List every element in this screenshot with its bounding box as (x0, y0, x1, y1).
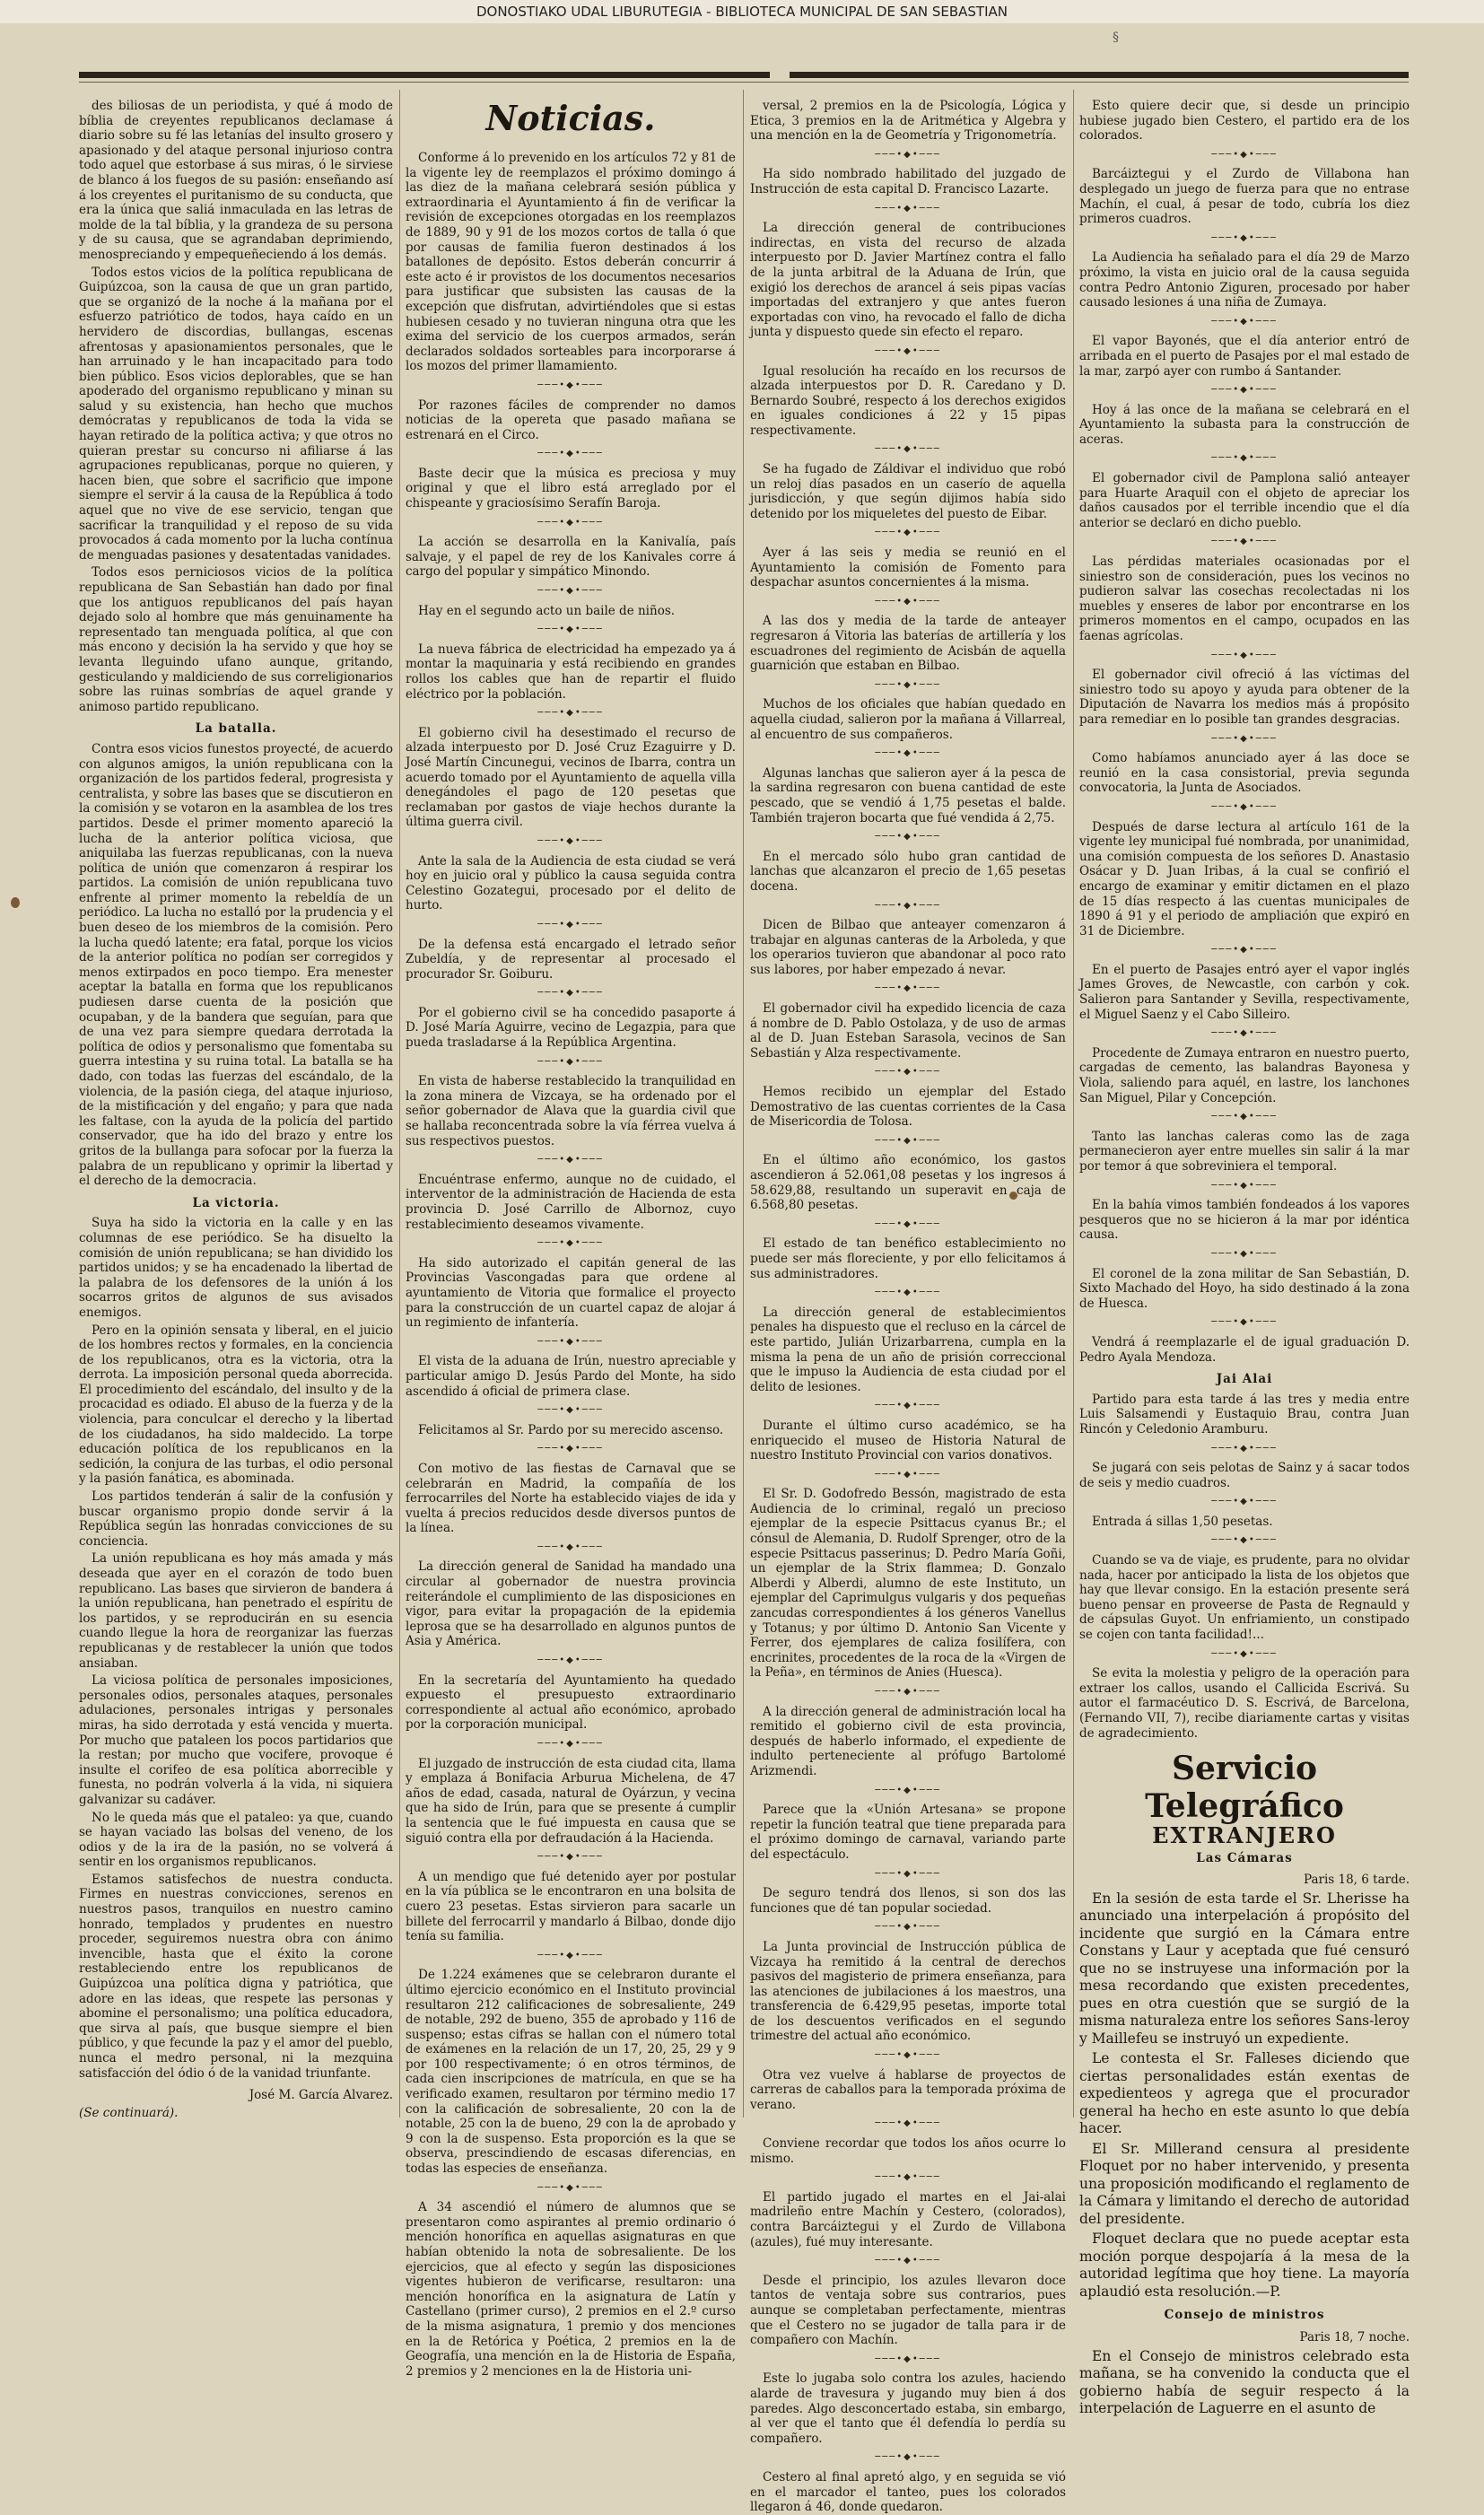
paragraph: Se ha fugado de Záldivar el individuo que robó un reloj días pasados en un caserío de aquella jurisdicción, y que según dijimos había sido detenido por los miqueletes del puesto de Eibar. (750, 462, 1066, 521)
ornament-divider: ───•◆•─── (875, 444, 941, 455)
paragraph: Todos estos vicios de la política republicana de Guipúzcoa, son la causa de que un gran partido, que se organizó de la noche á la mañana por el esfuerzo patriótico de todos, haya caído en un hervidero de discordias, bullangas, escenas afrentosas y apasionamientos personales, que le han arruinado y le han incapacitado para todo bien público. Esos vicios deplorables, que se han apoderado del organismo republicano y minan su salud y su existencia, han hecho que muchos demócratas y republicanos de toda la vida se hayan retirado de la política activa; y que otros no quieran prestar su concurso ni afiliarse á las agrupaciones republicanas, porque no quieren, y hacen bien, que sobre el sacrificio que impone siempre el servir á la causa de la República á todo aquel que no vive de ese servicio, tengan que sacrificar la tranquilidad y el reposo de su vida provocados á cada momento por la lucha contínua de menguadas pasiones y desatentadas vanidades. (79, 265, 393, 563)
paragraph: Algunas lanchas que salieron ayer á la pesca de la sardina regresaron con buena cantidad de este pescado, que se vendió á 1,75 pesetas el balde. También trajeron bocarta que fué vendida á 2,75. (750, 765, 1066, 825)
paragraph: De la defensa está encargado el letrado señor Zubeldía, y de representar al procesado el procurador Sr. Goiburu. (406, 937, 736, 982)
ornament-divider: ───•◆•─── (537, 1405, 604, 1416)
ornament-divider: ───•◆•─── (875, 1469, 941, 1480)
ornament-divider: ───•◆•─── (537, 1655, 604, 1666)
ornament-divider: ───•◆•─── (1211, 1180, 1278, 1191)
paragraph: La Audiencia ha señalado para el día 29 de Marzo próximo, la vista en juicio oral de la causa seguida contra Pedro Antonio Ziguren, procesado por haber causado lesiones á una niña de Zumaya. (1079, 250, 1410, 310)
top-rule-right (790, 72, 1409, 78)
ornament-divider: ───•◆•─── (875, 1288, 941, 1298)
paragraph: Entrada á sillas 1,50 pesetas. (1092, 1514, 1273, 1529)
foreign-heading: EXTRANJERO (1152, 1822, 1337, 1849)
paragraph: La dirección general de contribuciones indirectas, en vista del recurso de alzada interpuesto por D. Javier Martínez contra el fallo de la junta arbitral de la Aduana de Irún, que exigió los derechos de arancel á seis pipas vacías importadas del extranjero y que antes fueron exportadas con vino, ha revocado el fallo de dicha junta y dispuesto quede sin efecto el reparo. (750, 221, 1066, 340)
ornament-divider: ───•◆•─── (1211, 733, 1278, 744)
library-header: DONOSTIAKO UDAL LIBURUTEGIA - BIBLIOTECA MUNICIPAL DE SAN SEBASTIAN (0, 0, 1484, 23)
paragraph: Procedente de Zumaya entraron en nuestro puerto, cargadas de cemento, las balandras Bayonesa y Viola, saliendo para aquél, en lastre, los lanchones San Miguel, Pilar y Concepción. (1079, 1045, 1410, 1105)
section-heading: Jai Alai (1216, 1372, 1273, 1387)
ornament-divider: ───•◆•─── (875, 1135, 941, 1146)
column-3 (750, 99, 1066, 2515)
ornament-divider: ───•◆•─── (537, 1056, 604, 1067)
paragraph: La viciosa política de personales imposiciones, personales odios, personales ataques, personales adulaciones, personales intrigas y personales miras, ha sido derrotada y está vencida y muerta. Por mucho que pataleen los pocos partidarios que la restan; por mucho que vocifere, provoque é insulte el corifeo de esa política aborrecible y funesta, no podrán volverla á la vida, ni siquiera galvanizar su cadáver. (79, 1673, 393, 1807)
ornament-divider: ───•◆•─── (537, 835, 604, 846)
paragraph: Después de darse lectura al artículo 161 de la vigente ley municipal fué nombrada, por unanimidad, una comisión compuesta de los señores D. Anastasio Osácar y D. Juan Iribas, á la cual se confirió el encargo de examinar y emitir dictamen en el plazo de 15 días respecto á las cuentas municipales de 1890 á 91 y el periodo de ampliación que expiró en 31 de Diciembre. (1079, 819, 1410, 939)
paragraph: A un mendigo que fué detenido ayer por postular en la vía pública se le encontraron en una bolsita de cuero 23 pesetas. Estas sirvieron para sacarle un billete del ferrocarril y mandarlo á Bilbao, donde dijo tenía su familia. (406, 1869, 736, 1944)
ornament-divider: ───•◆•─── (875, 1868, 941, 1879)
ornament-divider: ───•◆•─── (875, 528, 941, 538)
paragraph: La unión republicana es hoy más amada y más deseada que ayer en el corazón de todo buen republicano. Las bases que sirvieron de bandera á la unión republicana, han penetrado el espíritu de los partidos, y se reproducirán en su esencia cuando llegue la hora de reorganizar las fuerzas republicanas y de restablecer la unión que todos ansiaban. (79, 1551, 393, 1671)
paragraph: Igual resolución ha recaído en los recursos de alzada interpuestos por D. R. Caredano y D. Bernardo Soubré, respecto á los derechos exigidos en iguales condiciones á 22 y 15 pipas respectivamente. (750, 363, 1066, 438)
ornament-divider: ───•◆•─── (537, 624, 604, 635)
paragraph: Se evita la molestia y peligro de la operación para extraer los callos, usando el Callicida Escrivá. Su autor el farmacéutico D. S. Escrivá, de Barcelona, (Fernando VII, 7), recibe diariamente cartas y visitas de agradecimiento. (1079, 1666, 1410, 1741)
paragraph: Las pérdidas materiales ocasionadas por el siniestro son de consideración, pues los vecinos no pudieron salvar las cosechas recolectadas ni los muebles y enseres de labor por encontrarse en los primeros momentos en el campo, ocupados en las faenas agrícolas. (1079, 555, 1410, 643)
paragraph: Por el gobierno civil se ha concedido pasaporte á D. José María Aguirre, vecino de Legazpia, para que pueda trasladarse á la República Argentina. (406, 1005, 736, 1051)
ornament-divider: ───•◆•─── (875, 900, 941, 911)
news-items (750, 99, 1066, 2515)
ornament-divider: ───•◆•─── (875, 345, 941, 356)
paragraph: Ayer á las seis y media se reunió en el Ayuntamiento la comisión de Fomento para despachar asuntos concernientes á la misma. (750, 546, 1066, 590)
paragraph: El estado de tan benéfico establecimiento no puede ser más floreciente, y por ello felicitamos á sus administradores. (750, 1236, 1066, 1281)
column-1 (79, 99, 393, 2118)
paragraph: Todos esos perniciosos vicios de la política republicana de San Sebastián han dado por final que los antiguos republicanos del país hayan dejado solo al hombre que más genuinamente ha representado tan menguada política, al que con más encono y decisión la ha servido y que hoy se levanta lleguindo ufano aunque, gritando, gesticulando y maldiciendo de sus correligionarios sobre las ruinas sombrías de aquel grande y animoso partido republicano. (79, 565, 393, 714)
ornament-divider: ───•◆•─── (537, 919, 604, 930)
ornament-divider: ───•◆•─── (1211, 1112, 1278, 1122)
ornament-divider: ───•◆•─── (875, 2172, 941, 2183)
paragraph: Tanto las lanchas caleras como las de zaga permanecieron ayer entre muelles sin salir á la mar por temor á que sobreviniera el temporal. (1079, 1129, 1410, 1174)
ornament-divider: ───•◆•─── (875, 1401, 941, 1411)
paragraph: Partido para esta tarde á las tres y media entre Luis Salsamendi y Eustaquio Brau, contra Juan Rincón y Celedonio Aramburu. (1079, 1392, 1410, 1437)
section-heading: Consejo de ministros (1164, 2308, 1325, 2323)
paragraph: Ha sido autorizado el capitán general de las Provincias Vascongadas para que ordene al ayuntamiento de Vitoria que formalice el proyecto para la construcción de un cuartel capaz de alojar á un regimiento de infantería. (406, 1255, 736, 1331)
paragraph: El vista de la aduana de Irún, nuestro apreciable y particular amigo D. Jesús Pardo del Monte, ha sido ascendido á oficial de primera clase. (406, 1354, 736, 1399)
paragraph: Con motivo de las fiestas de Carnaval que se celebrarán en Madrid, la compañía de los ferrocarriles del Norte ha establecido viajes de ida y vuelta á precios reducidos desde diversos puntos de la línea. (406, 1461, 736, 1536)
paragraph: A las dos y media de la tarde de anteayer regresaron á Vitoria las baterías de artillería y los escuadrones del regimiento de Acisbán de aquella guarnición que estaban en Bilbao. (750, 614, 1066, 674)
paragraph: El Sr. D. Godofredo Bessón, magistrado de esta Audiencia de lo criminal, regaló un precioso ejemplar de la especie Psittacus cyanus Br.; el cónsul de Alemania, D. Rudolf Sprenger, otro de la especie Psittacus passerinus; D. Pedro María Goñi, un ejemplar de la Strix flammea; D. Gonzalo Alberdi y Alberdi, alumno de este Instituto, un ejemplar del Caprimulgus vulgaris y dos pequeñas zancudas correspondientes á los géneros Vanellus y Totanus; y por último D. Antonio San Vicente y Ferrer, dos ejemplares de caliza fosilífera, con encrinites, procedentes de la roca de la «Virgen de la Peña», en términos de Anies (Huesca). (750, 1487, 1066, 1681)
paragraph: Hoy á las once de la mañana se celebrará en el Ayuntamiento la subasta para la construcción de aceras. (1079, 402, 1410, 447)
ornament-divider: ───•◆•─── (537, 1852, 604, 1863)
paragraph: Ante la sala de la Audiencia de esta ciudad se verá hoy en juicio oral y público la causa seguida contra Celestino Gozategui, procesado por el delito de hurto. (406, 853, 736, 913)
paragraph: El gobernador civil de Pamplona salió anteayer para Huarte Araquil con el objeto de apreciar los daños causados por el terrible incendio que el día anterior se declaró en dicho pueblo. (1079, 471, 1410, 530)
section-heading: La victoria. (192, 1195, 280, 1210)
paragraph: Cuando se va de viaje, es prudente, para no olvidar nada, hacer por anticipado la lista de los objetos que hay que llevar consigo. En la estación presente será bueno pensar en proveerse de Pasta de Regnauld y de cápsulas Guyot. Un enfriamiento, un constipado se cojen con tanta facilidad!... (1079, 1553, 1410, 1643)
paragraph: Contra esos vicios funestos proyecté, de acuerdo con algunos amigos, la unión republicana con la organización de los partidos federal, progresista y centralista, y sobre las bases que se discutieron en la comisión y se votaron en la asamblea de los tres partidos. Desde el primer momento apareció la lucha de la anterior política viciosa, que aniquilaba las fuerzas republicanas, con la nueva política de unión que comenzaron á respirar los partidos. La comisión de unión republicana tuvo enfrente al primer momento la rebeldía de un periódico. La lucha no estalló por la prudencia y el buen deseo de los miembros de la comisión. Pero la lucha quedó latente; era fatal, porque los vicios de la anterior política no podían ser corregidos y menos extirpados en poco tiempo. Era menester aceptar la batalla en forma que los republicanos pudiesen darse cuenta de la posición que ocupaban, y de la bandera que seguían, para que de una vez para siempre quedara derrotada la política de odios y personalismo que fomentaba su guerra intestina y su ruina total. La batalla se ha dado, con todas las fuerzas del escándalo, de la violencia, de la pasión ciega, del ataque injurioso, de la mistificación y del engaño; y para que nada les faltase, con la ayuda de la policía del partido conservador, que ha ido del brazo y entre los gritos de la bullanga para sofocar por la fuerza la palabra de un republicano y oprimir la libertad y el derecho de la democracia. (79, 741, 393, 1189)
author-signature: José M. García Alvarez. (249, 2088, 393, 2103)
dateline: Paris 18, 6 tarde. (1303, 1873, 1410, 1888)
ornament-divider: ───•◆•─── (875, 832, 941, 843)
paragraph: Pero en la opinión sensata y liberal, en el juicio de los hombres rectos y formales, en la conciencia de los republicanos, otra es la victoria, otra la derrota. La imposición personal queda aborrecida. El procedimiento del escándalo, del insulto y de la procacidad es odiado. El abuso de la fuerza y de la violencia, para conculcar el derecho y la libertad de los ciudadanos, ha sido maldecido. La torpe educación política de los republicanos en la sedición, la conjura de las turbas, el odio personal y la pasión fanática, es abominada. (79, 1323, 393, 1487)
ornament-divider: ───•◆•─── (1211, 1248, 1278, 1259)
paragraph: Hay en el segundo acto un baile de niños. (418, 603, 676, 618)
ornament-divider: ───•◆•─── (537, 1541, 604, 1552)
article-body (79, 742, 393, 1189)
paragraph: Suya ha sido la victoria en la calle y en las columnas de ese periódico. Se ha disuelto la comisión de unión republicana; se han dividido los partidos unidos; y se ha encadenado la libertad de la palabra de los defensores de la unión á los socarros gritos de algunos de sus avisados enemigos. (79, 1216, 393, 1320)
paragraph: Le contesta el Sr. Falleses diciendo que ciertas personalidades están exentas de expedienteos y agrega que el procurador general ha hecho en este asunto lo que debía hacer. (1079, 2050, 1410, 2137)
news-items (1079, 1393, 1410, 1741)
ornament-divider: ───•◆•─── (1211, 1535, 1278, 1546)
top-rule-left (79, 72, 770, 78)
ornament-divider: ───•◆•─── (537, 517, 604, 528)
paragraph: Barcáiztegui y el Zurdo de Villabona han desplegado un juego de fuerza para que no entrase Machín, el cual, á pesar de todo, cubría los diez primeros cuadros. (1079, 167, 1410, 227)
paragraph: Felicitamos al Sr. Pardo por su merecido ascenso. (418, 1422, 724, 1437)
paragraph: En el mercado sólo hubo gran cantidad de lanchas que alcanzaron el precio de 1,65 pesetas docena. (750, 849, 1066, 894)
ornament-divider: ───•◆•─── (875, 2452, 941, 2463)
ornament-divider: ───•◆•─── (875, 679, 941, 690)
ornament-divider: ───•◆•─── (537, 586, 604, 597)
page-stain (11, 897, 20, 908)
top-rule-thin (79, 82, 1409, 83)
ornament-divider: ───•◆•─── (537, 1444, 604, 1454)
paragraph: En el Consejo de ministros celebrado esta mañana, se ha convenido la conducta que el gobierno había de seguir respecto á la interpelación de Laguerre en el asunto de (1079, 2347, 1410, 2417)
paragraph: Otra vez vuelve á hablarse de proyectos de carreras de caballos para la temporada próxima de verano. (750, 2067, 1066, 2112)
ornament-divider: ───•◆•─── (1211, 1028, 1278, 1039)
paragraph: El coronel de la zona militar de San Sebastián, D. Sixto Machado del Hoyo, ha sido destinado á la zona de Huesca. (1079, 1266, 1410, 1311)
paragraph: Baste decir que la música es preciosa y muy original y que el libro está arreglado por el chispeante y graciosísimo Serafín Baroja. (406, 466, 736, 511)
ornament-divider: ───•◆•─── (875, 2256, 941, 2266)
ornament-divider: ───•◆•─── (537, 1950, 604, 1960)
paragraph: El vapor Bayonés, que el día anterior entró de arribada en el puerto de Pasajes por el mal estado de la mar, zarpó ayer con rumbo á Santander. (1079, 334, 1410, 379)
paragraph: Parece que la «Unión Artesana» se propone repetir la función teatral que tiene preparada para el próximo domingo de carnaval, variando parte del espectáculo. (750, 1803, 1066, 1862)
ornament-divider: ───•◆•─── (537, 1238, 604, 1249)
ornament-divider: ───•◆•─── (1211, 453, 1278, 464)
ornament-divider: ───•◆•─── (875, 1218, 941, 1229)
paragraph: En la sesión de esta tarde el Sr. Lherisse ha anunciado una interpelación á propósito del incidente que surgió en la Cámara entre Constans y Laur y aceptada que fué censuró que no se instruyese una información por la mesa recordando que existen precedentes, pues en otra cuestión que se surgió de la misma naturaleza entre los señores Sans-leroy y Maillefeu se instruyó un expediente. (1079, 1890, 1410, 2047)
paragraph: Floquet declara que no puede aceptar esta moción porque despojaría á la mesa de la autoridad legítima que hoy tiene. La mayoría aplaudió esta resolución.—P. (1079, 2231, 1410, 2300)
paragraph: La dirección general de Sanidad ha mandado una circular al gobernador de nuestra provincia reiterándole el cumplimiento de las disposiciones en vigor, para evitar la propagación de la epidemia leprosa que se ha desarrollado en algunos puntos de Asia y América. (406, 1559, 736, 1649)
ornament-divider: ───•◆•─── (1211, 801, 1278, 812)
section-heading: La batalla. (195, 721, 277, 737)
ornament-divider: ───•◆•─── (875, 149, 941, 160)
paragraph: En la secretaría del Ayuntamiento ha quedado expuesto el presupuesto extraordinario correspondiente al actual año económico, aprobado por la corporación municipal. (406, 1672, 736, 1733)
ornament-divider: ───•◆•─── (537, 380, 604, 390)
paragraph: Ha sido nombrado habilitado del juzgado de Instrucción de esta capital D. Francisco Lazarte. (750, 167, 1066, 196)
section-heading: Las Cámaras (1196, 1850, 1293, 1865)
paragraph: Conforme á lo prevenido en los artículos 72 y 81 de la vigente ley de reemplazos el próximo domingo á las diez de la mañana celebrará sesión pública y extraordinaria el Ayuntamiento á fin de verificar la revisión de excepciones otorgadas en los reemplazos de 1889, 90 y 91 de los mozos cortos de talla ó que por causas de familia fueron destinados á los batallones de depósito. Estos deberán concurrir á este acto é ir provistos de los documentos necesarios para justificar que subsisten las causas de la excepción que disfrutan, advirtiéndoles que si estas hubiesen cesado y no tuvieran ninguna otra que les exima del servicio de los cuerpos armados, serán declarados soldados sorteables para incorporarse á los mozos del primer llamamiento. (406, 151, 736, 374)
column-4 (1079, 99, 1410, 2417)
ornament-divider: ───•◆•─── (1211, 1497, 1278, 1507)
page-mark: § (1113, 31, 1119, 45)
column-divider (399, 90, 400, 2118)
ornament-divider: ───•◆•─── (1211, 1443, 1278, 1454)
ornament-divider: ───•◆•─── (1211, 385, 1278, 396)
paragraph: El gobierno civil ha desestimado el recurso de alzada interpuesto por D. José Cruz Ezaguirre y D. José Martín Cincunegui, vecinos de Ibarra, contra un acuerdo tomado por el Ayuntamiento de aquella villa denegándoles el pago de 120 pesetas que reclamaban por gastos de viaje hechos durante la última guerra civil. (406, 725, 736, 830)
ornament-divider: ───•◆•─── (1211, 537, 1278, 547)
paragraph: Se jugará con seis pelotas de Sainz y á sacar todos de seis y medio cuadros. (1079, 1461, 1410, 1490)
paragraph: Este lo jugaba solo contra los azules, haciendo alarde de travesura y jugando muy bien á dos paredes. Algo desconcertado estaba, sin embargo, al ver que el tanto que él defendía lo perdía su compañero. (750, 2371, 1066, 2446)
paragraph: No le queda más que el pataleo: ya que, cuando se hayan vaciado las bolsas del veneno, de los odios y de la ira de la pasión, no se volverá á sentir en los organismos republicanos. (79, 1810, 393, 1870)
column-2 (406, 98, 736, 2379)
paragraph: El Sr. Millerand censura al presidente Floquet por no haber intervenido, y presenta una proposición modificando el reglamento de la Cámara y limitando el derecho de autoridad del presidente. (1079, 2140, 1410, 2227)
ornament-divider: ───•◆•─── (1211, 945, 1278, 956)
ornament-divider: ───•◆•─── (875, 748, 941, 759)
paragraph: Estamos satisfechos de nuestra conducta. Firmes en nuestras convicciones, serenos en nuestros pasos, tranquilos en nuestro camino honrado, templados y prudentes en nuestro proceder, seguiremos nuestra obra con ánimo invencible, hasta que el éxito la corone restableciendo entre los republicanos de Guipúzcoa una política digna y patriótica, que adore en las ideas, que respete las personas y abomine el personalismo; una política educadora, que sirva al país, que busque siempre el bien público, y que fecunde la paz y el amor del pueblo, nunca el medro personal, ni la mezquina satisfacción del ódio ó de la vanidad triunfante. (79, 1872, 393, 2081)
ornament-divider: ───•◆•─── (875, 1687, 941, 1697)
paragraph: Durante el último curso académico, se ha enriquecido el museo de Historia Natural de nuestro Instituto Provincial con varios donativos. (750, 1418, 1066, 1463)
ornament-divider: ───•◆•─── (537, 708, 604, 719)
ornament-divider: ───•◆•─── (1211, 232, 1278, 243)
ornament-divider: ───•◆•─── (537, 2182, 604, 2193)
ornament-divider: ───•◆•─── (875, 2050, 941, 2061)
ornament-divider: ───•◆•─── (875, 983, 941, 994)
ornament-divider: ───•◆•─── (875, 2353, 941, 2364)
ornament-divider: ───•◆•─── (875, 596, 941, 607)
article-body (1079, 1891, 1410, 2301)
paragraph: des biliosas de un periodista, y qué á modo de bíblia de creyentes republicanos declamase á diario sobre su fé las letanías del insulto grosero y apasionado y del ataque personal injurioso contra todo aquel que estorbase á sus miras, ó le sirviese de blanco á los fuegos de su pasión: enseñando así á los creyentes el puritanismo de su conducta, que era la única que saliá inmaculada en las letras de molde de la tal bíblia, y la grandeza de su persona y de su causa, que se agrandaban deprimiendo, menospreciando y empequeñeciendo á los demás. (79, 99, 393, 262)
ornament-divider: ───•◆•─── (537, 1155, 604, 1166)
ornament-divider: ───•◆•─── (1211, 1317, 1278, 1328)
continued-note: (Se continuará). (79, 2105, 179, 2120)
paragraph: A 34 ascendió el número de alumnos que se presentaron como aspirantes al premio ordinario ó mención honorífica en aquellas asignaturas en que habían obtenido la nota de sobresaliente. De los ejercicios, que al efecto y según las disposiciones vigentes hubieron de verificarse, resultaron: una mención honorífica en la asignatura de Latín y Castellano (primer curso), 2 premios en el 2.º curso de la misma asignatura, 1 premio y dos menciones en la de Retórica y Poética, 2 premios en la de Geografía, una mención en la de Historia de España, 2 premios y 2 menciones en la de Historia uni- (406, 2200, 736, 2379)
paragraph: Muchos de los oficiales que habían quedado en aquella ciudad, salieron por la mañana á Villarreal, al encuentro de sus compañeros. (750, 697, 1066, 742)
paragraph: En el puerto de Pasajes entró ayer el vapor inglés James Groves, de Newcastle, con carbón y cok. Salieron para Santander y Sevilla, respectivamente, el Miguel Saenz y el Cabo Silleiro. (1079, 962, 1410, 1022)
paragraph: La nueva fábrica de electricidad ha empezado ya á montar la maquinaria y está recibiendo en grandes rollos los cables que han de repartir el fluido eléctrico por la población. (406, 642, 736, 702)
article-body (79, 1216, 393, 2081)
paragraph: Los partidos tenderán á salir de la confusión y buscar organismo propio donde servir á la República según las honradas convicciones de su conciencia. (79, 1489, 393, 1549)
telegraph-heading: Servicio Telegráfico (1145, 1750, 1344, 1826)
article-body (79, 99, 393, 714)
paragraph: La Junta provincial de Instrucción pública de Vizcaya ha remitido á la central de derechos pasivos del magisterio de primera enseñanza, para las atenciones de jubilaciones á los maestros, una transferencia de 6.429,95 pesetas, importe total de los descuentos verificados en el segundo trimestre del actual año económico. (750, 1939, 1066, 2044)
paragraph: De seguro tendrá dos llenos, si son dos las funciones que dé tan popular sociedad. (750, 1886, 1066, 1916)
ornament-divider: ───•◆•─── (537, 988, 604, 999)
ornament-divider: ───•◆•─── (875, 203, 941, 214)
paragraph: El gobernador civil ha expedido licencia de caza á nombre de D. Pablo Ostolaza, y de uso de armas al de D. Juan Esteban Sarasola, vecinos de San Sebastián y Alza respectivamente. (750, 1001, 1066, 1061)
paragraph: De 1.224 exámenes que se celebraron durante el último ejercicio económico en el Instituto provincial resultaron 212 calificaciones de sobresaliente, 249 de notable, 292 de bueno, 355 de aprobado y 116 de suspenso; estas cifras se hallan con el número total de exámenes en la relación de un 17, 20, 25, 29 y 9 por 100 respectivamente; ó en otros términos, de cada cien inscripciones de matrícula, en que se ha verificado examen, resultaron por término medio 17 con la calificación de sobresaliente, 20 con la de notable, 25 con la de bueno, 29 con la de aprobado y 9 con la de suspenso. Esta proporción es la que se observa, prescindiendo de escasas diferencias, en todas las especies de enseñanza. (406, 1968, 736, 2177)
news-items (1079, 99, 1410, 1365)
paragraph: La dirección general de establecimientos penales ha dispuesto que el recluso en la cárcel de este partido, Julián Urizarbarrena, cumpla en la misma la pena de un año de prisión correccional que le impuso la Audiencia de esta ciudad por el delito de lesiones. (750, 1305, 1066, 1394)
paragraph: A la dirección general de administración local ha remitido el gobierno civil de esta provincia, después de haberlo informado, el expediente de indulto perteneciente al prófugo Bartolomé Arizmendi. (750, 1704, 1066, 1778)
paragraph: El partido jugado el martes en el Jai-alai madrileño entre Machín y Cestero, (colorados), contra Barcáiztegui y el Zurdo de Villabona (azules), fué muy interesante. (750, 2189, 1066, 2249)
paragraph: En el último año económico, los gastos ascendieron á 52.061,08 pesetas y los ingresos á 58.629,88, resultando un superavit en caja de 6.568,80 pesetas. (750, 1153, 1066, 1213)
paragraph: Esto quiere decir que, si desde un principio hubiese jugado bien Cestero, el partido era de los colorados. (1079, 99, 1410, 144)
column-divider (743, 90, 744, 2118)
paragraph: Dicen de Bilbao que anteayer comenzaron á trabajar en algunas canteras de la Arboleda, y que los operarios tuvieron que abandonar al poco rato sus labores, por haber empezado á nevar. (750, 918, 1066, 977)
section-title: Noticias. (485, 98, 656, 138)
paragraph: El gobernador civil ofreció á las víctimas del siniestro todo su apoyo y ayuda para obtener de la Diputación de Navarra los medios más á propósito para remediar en lo posible tan grandes desgracias. (1079, 668, 1410, 727)
ornament-divider: ───•◆•─── (1211, 149, 1278, 160)
paragraph: En vista de haberse restablecido la tranquilidad en la zona minera de Vizcaya, se ha ordenado por el señor gobernador de Alava que la guardia civil que se hallaba reconcentrada sobre la vía férrea vuelva á sus respectivos puestos. (406, 1074, 736, 1148)
ornament-divider: ───•◆•─── (1211, 1648, 1278, 1659)
paragraph: Por razones fáciles de comprender no damos noticias de la opereta que pasado mañana se estrenará en el Circo. (406, 397, 736, 442)
ornament-divider: ───•◆•─── (875, 1922, 941, 1933)
news-items (406, 151, 736, 2379)
ornament-divider: ───•◆•─── (537, 1739, 604, 1749)
dateline: Paris 18, 7 noche. (1299, 2330, 1410, 2345)
paragraph: Encuéntrase enfermo, aunque no de cuidado, el interventor de la administración de Hacienda de esta provincia D. José Carrillo de Albornoz, cuyo restablecimiento deseamos vivamente. (406, 1172, 736, 1232)
article-body (1079, 2348, 1410, 2418)
paragraph: Hemos recibido un ejemplar del Estado Demostrativo de las cuentas corrientes de la Casa de Misericordia de Tolosa. (750, 1085, 1066, 1130)
paragraph: Como habíamos anunciado ayer á las doce se reunió en la casa consistorial, previa segunda convocatoria, la Junta de Asociados. (1079, 751, 1410, 796)
paragraph: Cestero al final apretó algo, y en seguida se vió en el marcador el tanteo, pues los colorados llegaron á 46, donde quedaron. (750, 2469, 1066, 2515)
paragraph: En la bahía vimos también fondeados á los vapores pesqueros que no se hicieron á la mar por idéntica causa. (1079, 1198, 1410, 1243)
ornament-divider: ───•◆•─── (1211, 316, 1278, 327)
ornament-divider: ───•◆•─── (875, 1785, 941, 1795)
paragraph: Desde el principio, los azules llevaron doce tantos de ventaja sobre sus contrarios, pues aunque se completaban perfectamente, mientras que el Cestero no se jugador de talla para ir de compañero con Machín. (750, 2273, 1066, 2348)
paragraph: Conviene recordar que todos los años ocurre lo mismo. (750, 2136, 1066, 2166)
ornament-divider: ───•◆•─── (875, 2118, 941, 2129)
paragraph: El juzgado de instrucción de esta ciudad cita, llama y emplaza á Bonifacia Arburua Michelena, de 47 años de edad, casada, natural de Oyárzun, y vecina que ha sido de Irún, para que se presente á cumplir la sentencia que le fué impuesta en causa que se siguió contra ella por defraudación á la Hacienda. (406, 1756, 736, 1846)
paragraph: Vendrá á reemplazarle el de igual graduación D. Pedro Ayala Mendoza. (1079, 1334, 1410, 1365)
column-divider (1073, 90, 1074, 2118)
ornament-divider: ───•◆•─── (537, 449, 604, 459)
ornament-divider: ───•◆•─── (537, 1336, 604, 1347)
paragraph: La acción se desarrolla en la Kanivalía, país salvaje, y el papel de rey de los Kanivales corre á cargo del popular y simpático Minondo. (406, 535, 736, 580)
paragraph: versal, 2 premios en la de Psicología, Lógica y Etica, 3 premios en la de Aritmética y Algebra y una mención en la de Geometría y Trigonometría. (750, 99, 1066, 144)
ornament-divider: ───•◆•─── (1211, 650, 1278, 660)
ornament-divider: ───•◆•─── (875, 1067, 941, 1078)
